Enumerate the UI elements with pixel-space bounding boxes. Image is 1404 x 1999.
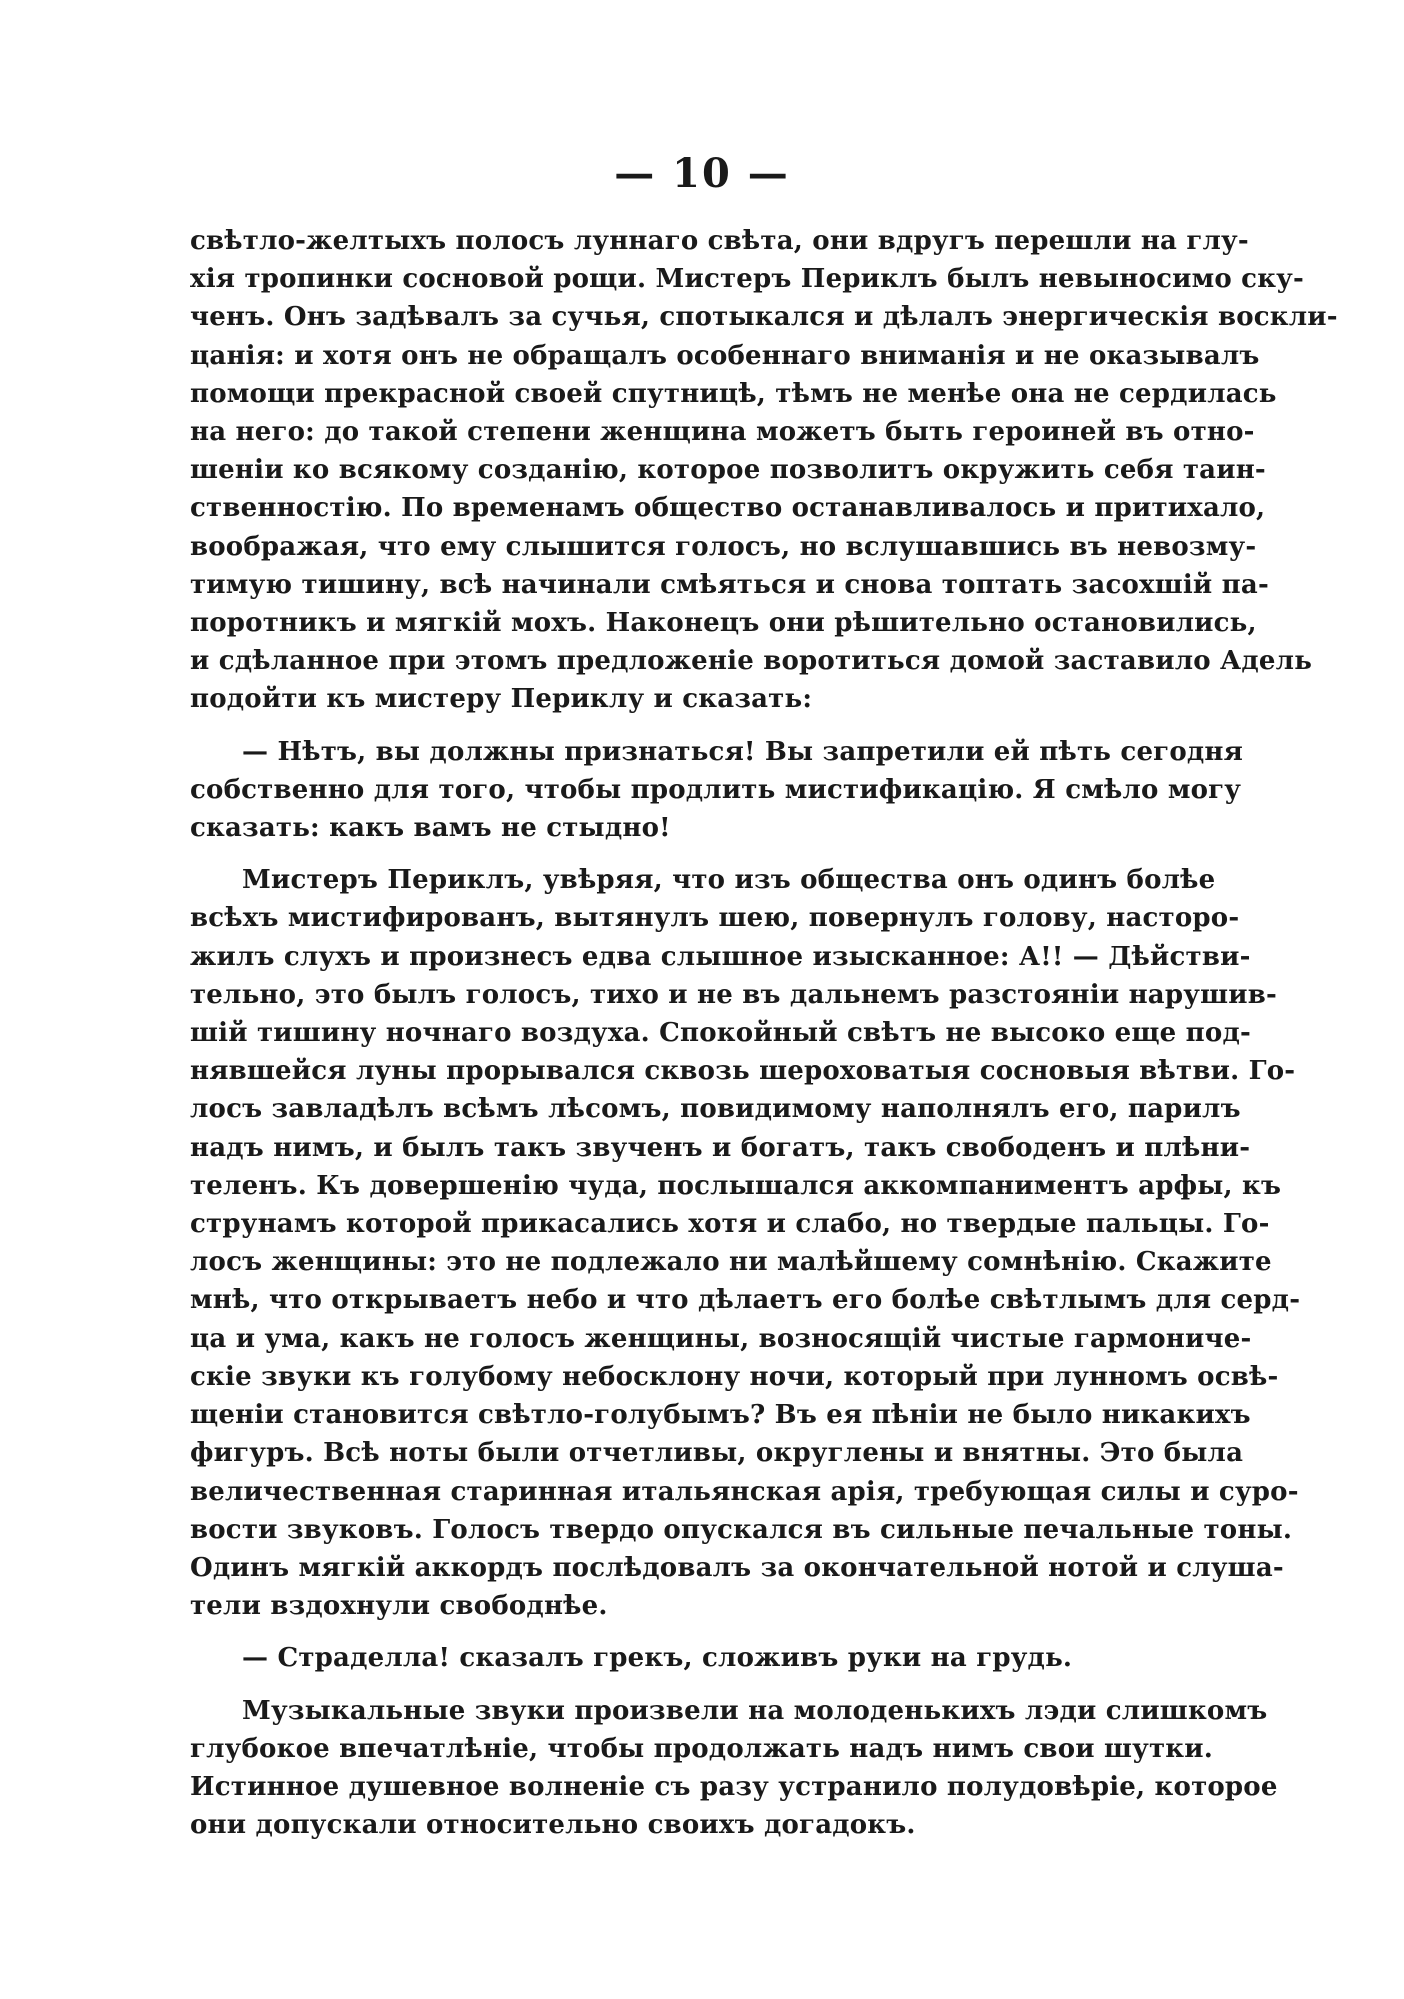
text-line: поротникъ и мягкій мохъ. Наконецъ они рѣшительно остановились, <box>190 608 1257 639</box>
text-line: глубокое впечатлѣніе, чтобы продолжать надъ нимъ свои шутки. <box>190 1733 1213 1764</box>
text-line: вости звуковъ. Голосъ твердо опускался въ сильные печальные тоны. <box>190 1514 1293 1545</box>
text-line: тели вздохнули свободнѣе. <box>190 1591 608 1622</box>
text-line: тимую тишину, всѣ начинали смѣяться и снова топтать засохшій па- <box>190 569 1269 600</box>
text-line: скіе звуки къ голубому небосклону ночи, который при лунномъ освѣ- <box>190 1361 1279 1392</box>
paragraph <box>190 1692 1278 1845</box>
text-line: ца и ума, какъ не голосъ женщины, возносящій чистые гармониче- <box>190 1323 1252 1354</box>
paragraph <box>190 222 1338 719</box>
text-line: сказать: какъ вамъ не стыдно! <box>190 813 671 844</box>
text-line: Истинное душевное волненіе съ разу устранило полудовѣріе, которое <box>190 1771 1278 1802</box>
text-line: струнамъ которой прикасались хотя и слабо, но твердые пальцы. Го- <box>190 1209 1270 1240</box>
text-line: — Нѣтъ, вы должны признаться! Вы запретили ей пѣть сегодня <box>242 736 1244 767</box>
text-line: шій тишину ночнаго воздуха. Спокойный свѣтъ не высоко еще под- <box>190 1018 1251 1049</box>
text-line: ственностію. По временамъ общество останавливалось и притихало, <box>190 493 1266 524</box>
page-number: — 10 — <box>614 150 790 197</box>
text-line: — Страделла! сказалъ грекъ, сложивъ руки на грудь. <box>242 1643 1073 1674</box>
text-line: теленъ. Къ довершенію чуда, послышался аккомпаниментъ арфы, къ <box>190 1170 1282 1201</box>
paragraph <box>190 861 1301 1625</box>
text-line: жилъ слухъ и произнесъ едва слышное изысканное: А!! — Дѣйстви- <box>190 941 1251 972</box>
text-line: фигуръ. Всѣ ноты были отчетливы, округлены и внятны. Это была <box>190 1438 1244 1469</box>
text-line: подойти къ мистеру Периклу и сказать: <box>190 684 813 715</box>
text-line: они допускали относительно своихъ догадокъ. <box>190 1810 916 1841</box>
text-line: нявшейся луны прорывался сквозь шероховатыя сосновыя вѣтви. Го- <box>190 1056 1296 1087</box>
text-line: цанія: и хотя онъ не обращалъ особеннаго вниманія и не оказывалъ <box>190 340 1260 371</box>
text-line: величественная старинная итальянская арія, требующая силы и суро- <box>190 1476 1299 1507</box>
text-line: ченъ. Онъ задѣвалъ за сучья, спотыкался и дѣлалъ энергическія воскли- <box>190 302 1338 333</box>
text-line: мнѣ, что открываетъ небо и что дѣлаетъ его болѣе свѣтлымъ для серд- <box>190 1285 1301 1316</box>
text-line: и сдѣланное при этомъ предложеніе воротиться домой заставило Адель <box>190 646 1313 677</box>
text-line: лосъ завладѣлъ всѣмъ лѣсомъ, повидимому наполнялъ его, парилъ <box>190 1094 1241 1125</box>
text-line: лосъ женщины: это не подлежало ни малѣйшему сомнѣнію. Скажите <box>190 1247 1272 1278</box>
paragraph <box>190 1639 1206 1677</box>
text-line: щеніи становится свѣтло-голубымъ? Въ ея пѣніи не было никакихъ <box>190 1400 1251 1431</box>
text-line: надъ нимъ, и былъ такъ звученъ и богатъ, такъ свободенъ и плѣни- <box>190 1132 1251 1163</box>
text-line: Музыкальные звуки произвели на молоденькихъ лэди слишкомъ <box>242 1695 1268 1726</box>
text-line: помощи прекрасной своей спутницѣ, тѣмъ не менѣе она не сердилась <box>190 378 1277 409</box>
text-line: шеніи ко всякому созданію, которое позволитъ окружить себя таин- <box>190 455 1266 486</box>
text-line: всѣхъ мистифированъ, вытянулъ шею, повернулъ голову, насторо- <box>190 903 1240 934</box>
text-line: воображая, что ему слышится голосъ, но вслушавшись въ невозму- <box>190 531 1257 562</box>
text-line: на него: до такой степени женщина можетъ быть героиней въ отно- <box>190 417 1255 448</box>
text-line: свѣтло-желтыхъ полосъ луннаго свѣта, они вдругъ перешли на глу- <box>190 226 1249 256</box>
text-line: Одинъ мягкій аккордъ послѣдовалъ за окончательной нотой и слуша- <box>190 1552 1284 1583</box>
text-line: Мистеръ Периклъ, увѣряя, что изъ общества онъ одинъ болѣе <box>242 865 1216 896</box>
body-text <box>190 222 1338 1858</box>
text-line: тельно, это былъ голосъ, тихо и не въ дальнемъ разстояніи нарушив- <box>190 979 1277 1010</box>
paragraph <box>190 733 1244 848</box>
text-line: хія тропинки сосновой рощи. Мистеръ Периклъ былъ невыносимо ску- <box>190 264 1305 295</box>
text-line: собственно для того, чтобы продлить мистификацію. Я смѣло могу <box>190 774 1242 805</box>
